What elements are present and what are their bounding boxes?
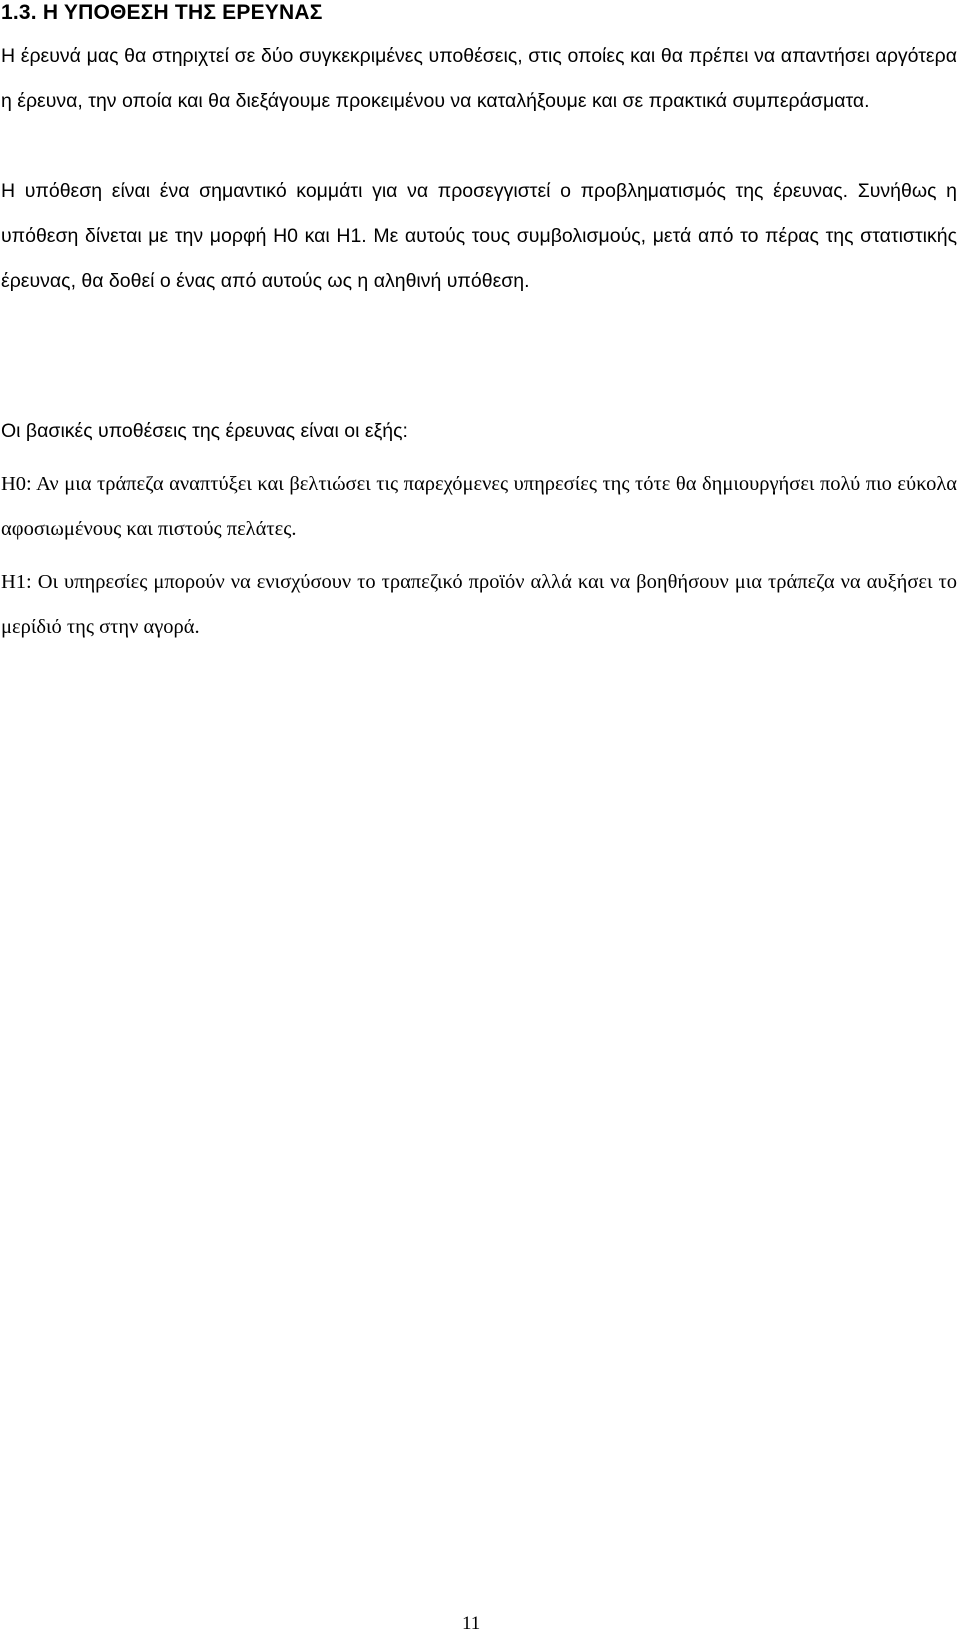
page-number: 11 bbox=[462, 1613, 481, 1634]
paragraph-hypothesis-h1: Η1: Οι υπηρεσίες μπορούν να ενισχύσουν το τραπεζικό προϊόν αλλά και να βοηθήσουν μια τράπεζα να αυξήσει το μερίδιό της στην αγορά. bbox=[1, 571, 957, 638]
paragraph-hypothesis-h0: Η0: Αν μια τράπεζα αναπτύξει και βελτιώσει τις παρεχόμενες υπηρεσίες της τότε θα δημιουργήσει πολύ πιο εύκολα αφοσιωμένους και πιστούς πελάτες. bbox=[1, 473, 957, 540]
section-heading: 1.3. Η ΥΠΟΘΕΣΗ ΤΗΣ ΕΡΕΥΝΑΣ bbox=[1, 1, 323, 24]
paragraph-hypothesis-definition: Η υπόθεση είναι ένα σημαντικό κομμάτι για να προσεγγιστεί ο προβληματισμός της έρευνας. Συνήθως η υπόθεση δίνεται με την μορφή Η0 και Η1. Με αυτούς τους συμβολισμούς, μετά από το πέρας της στατιστικής έρευνας, θα δοθεί ο ένας από αυτούς ως η αληθινή υπόθεση. bbox=[1, 180, 957, 292]
paragraph-intro: Η έρευνά μας θα στηριχτεί σε δύο συγκεκριμένες υποθέσεις, στις οποίες και θα πρέπει να απαντήσει αργότερα η έρευνα, την οποία και θα διεξάγουμε προκειμένου να καταλήξουμε και σε πρακτικά συμπεράσματα. bbox=[1, 45, 957, 112]
paragraph-basic-hypotheses-intro: Οι βασικές υποθέσεις της έρευνας είναι οι εξής: bbox=[1, 420, 408, 442]
